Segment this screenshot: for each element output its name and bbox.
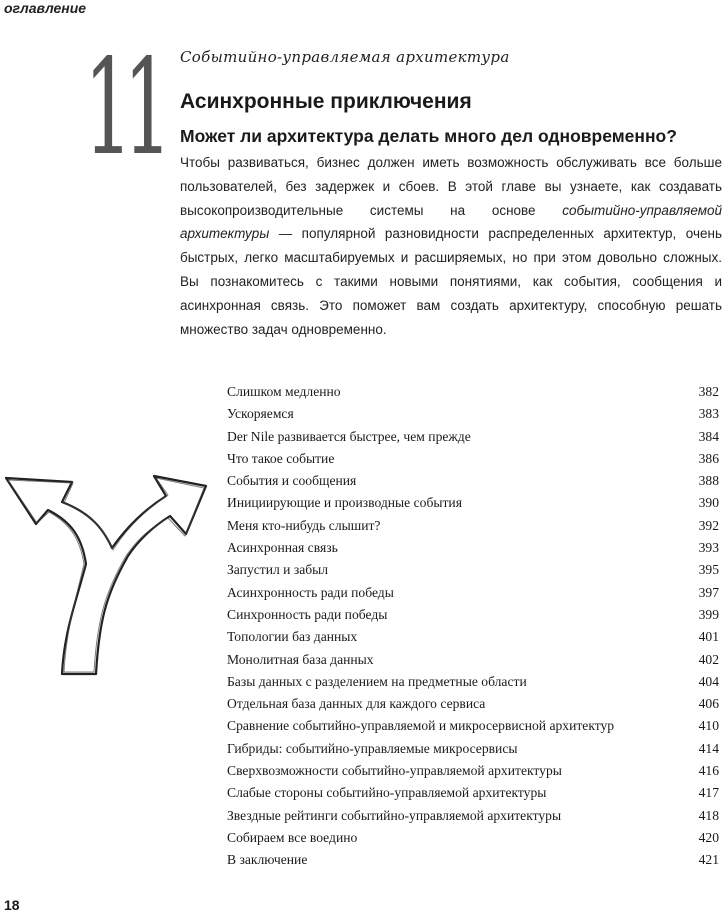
toc-entry-title: Синхронность ради победы [227, 606, 388, 622]
toc-entry-title: Слабые стороны событийно-управляемой архитектуры [227, 785, 547, 801]
table-of-contents [227, 381, 719, 872]
toc-entry-title: Ускоряемся [227, 406, 294, 422]
toc-entry-page: 383 [698, 406, 719, 422]
toc-entry-title: Сравнение событийно-управляемой и микросервисной архитектур [227, 718, 615, 734]
toc-entry-title: Собираем все воедино [227, 829, 358, 845]
toc-entry[interactable] [227, 671, 719, 693]
toc-entry[interactable] [227, 582, 719, 604]
toc-entry-page: 382 [698, 384, 719, 399]
toc-entry[interactable] [227, 738, 719, 760]
toc-entry-title: Слишком медленно [227, 384, 341, 399]
toc-entry[interactable] [227, 782, 719, 804]
toc-entry[interactable] [227, 626, 719, 648]
toc-entry-title: Базы данных с разделением на предметные области [227, 673, 527, 689]
toc-entry-page: 401 [698, 629, 719, 645]
intro-paragraph [180, 151, 722, 341]
split-arrow-icon [0, 432, 210, 676]
toc-entry-title: Меня кто-нибудь слышит? [227, 517, 381, 533]
toc-entry-page: 406 [698, 696, 719, 712]
toc-entry-page: 404 [698, 673, 719, 689]
toc-entry-page: 386 [698, 450, 719, 466]
toc-entry-title: Что такое событие [227, 450, 335, 466]
toc-entry-page: 421 [698, 852, 719, 868]
chapter-number: 11 [84, 31, 163, 185]
page-number: 18 [4, 897, 20, 913]
toc-entry-page: 395 [698, 562, 719, 578]
toc-entry-title: Асинхронность ради победы [227, 584, 394, 600]
toc-entry[interactable] [227, 604, 719, 626]
toc-entry-page: 399 [698, 606, 719, 622]
toc-entry-title: Der Nile развивается быстрее, чем прежде [227, 428, 471, 444]
toc-entry-title: Звездные рейтинги событийно-управляемой архитектуры [227, 807, 562, 823]
chapter-kicker: Событийно-управляемая архитектура [180, 48, 510, 66]
toc-entry[interactable] [227, 559, 719, 581]
chapter-title: Асинхронные приключения [180, 90, 472, 113]
intro-text-emphasis: событийно-управляемой архитектуры [180, 202, 722, 242]
toc-entry[interactable] [227, 448, 719, 470]
toc-entry-title: Инициирующие и производные события [227, 495, 462, 511]
toc-entry[interactable] [227, 381, 719, 403]
toc-entry-page: 410 [698, 718, 719, 734]
toc-entry[interactable] [227, 492, 719, 514]
toc-entry-page: 388 [698, 473, 719, 489]
toc-entry[interactable] [227, 827, 719, 849]
toc-entry-title: События и сообщения [227, 473, 357, 489]
toc-entry[interactable] [227, 760, 719, 782]
toc-entry-title: Сверхвозможности событийно-управляемой архитектуры [227, 763, 562, 779]
intro-text-after: — популярной разновидности распределенных архитектур, очень быстрых, легко масштабируемых и расширяемых, но при этом довольно сложных. Вы познакомитесь с такими новыми понятиями, как события, сообщения и асинхронная связь. Это поможет вам создать архитектуру, способную решать множество задач одновременно. [180, 226, 722, 337]
toc-entry-title: Гибриды: событийно-управляемые микросервисы [227, 740, 518, 756]
intro-heading: Может ли архитектура делать много дел одновременно? [180, 126, 677, 146]
toc-entry-title: Топологии баз данных [227, 629, 358, 645]
toc-entry-page: 417 [698, 785, 719, 801]
toc-entry[interactable] [227, 470, 719, 492]
section-label: оглавление [4, 0, 87, 16]
toc-entry[interactable] [227, 849, 719, 871]
toc-entry[interactable] [227, 649, 719, 671]
toc-entry[interactable] [227, 403, 719, 425]
toc-entry[interactable] [227, 515, 719, 537]
toc-entry-page: 420 [698, 829, 719, 845]
toc-entry[interactable] [227, 693, 719, 715]
toc-entry-page: 392 [698, 517, 719, 533]
toc-entry[interactable] [227, 715, 719, 737]
toc-entry-page: 416 [698, 763, 719, 779]
toc-entry-title: В заключение [227, 852, 308, 868]
toc-entry-page: 414 [698, 740, 719, 756]
toc-entry[interactable] [227, 805, 719, 827]
toc-entry-page: 402 [698, 651, 719, 667]
toc-entry[interactable] [227, 537, 719, 559]
toc-entry-title: Асинхронная связь [227, 540, 338, 556]
toc-entry-page: 397 [698, 584, 719, 600]
toc-entry-title: Монолитная база данных [227, 651, 374, 667]
toc-entry-title: Запустил и забыл [227, 562, 329, 578]
toc-entry-page: 393 [698, 540, 719, 556]
toc-entry-page: 418 [698, 807, 719, 823]
toc-entry-page: 384 [698, 428, 719, 444]
intro-text-before: Чтобы развиваться, бизнес должен иметь возможность обслуживать все больше пользователей, без задержек и сбоев. В этой главе вы узнаете, как создавать высокопроизводительные системы на основе [180, 155, 722, 218]
toc-entry-title: Отдельная база данных для каждого сервиса [227, 696, 486, 712]
toc-entry[interactable] [227, 426, 719, 448]
toc-entry-page: 390 [698, 495, 719, 511]
